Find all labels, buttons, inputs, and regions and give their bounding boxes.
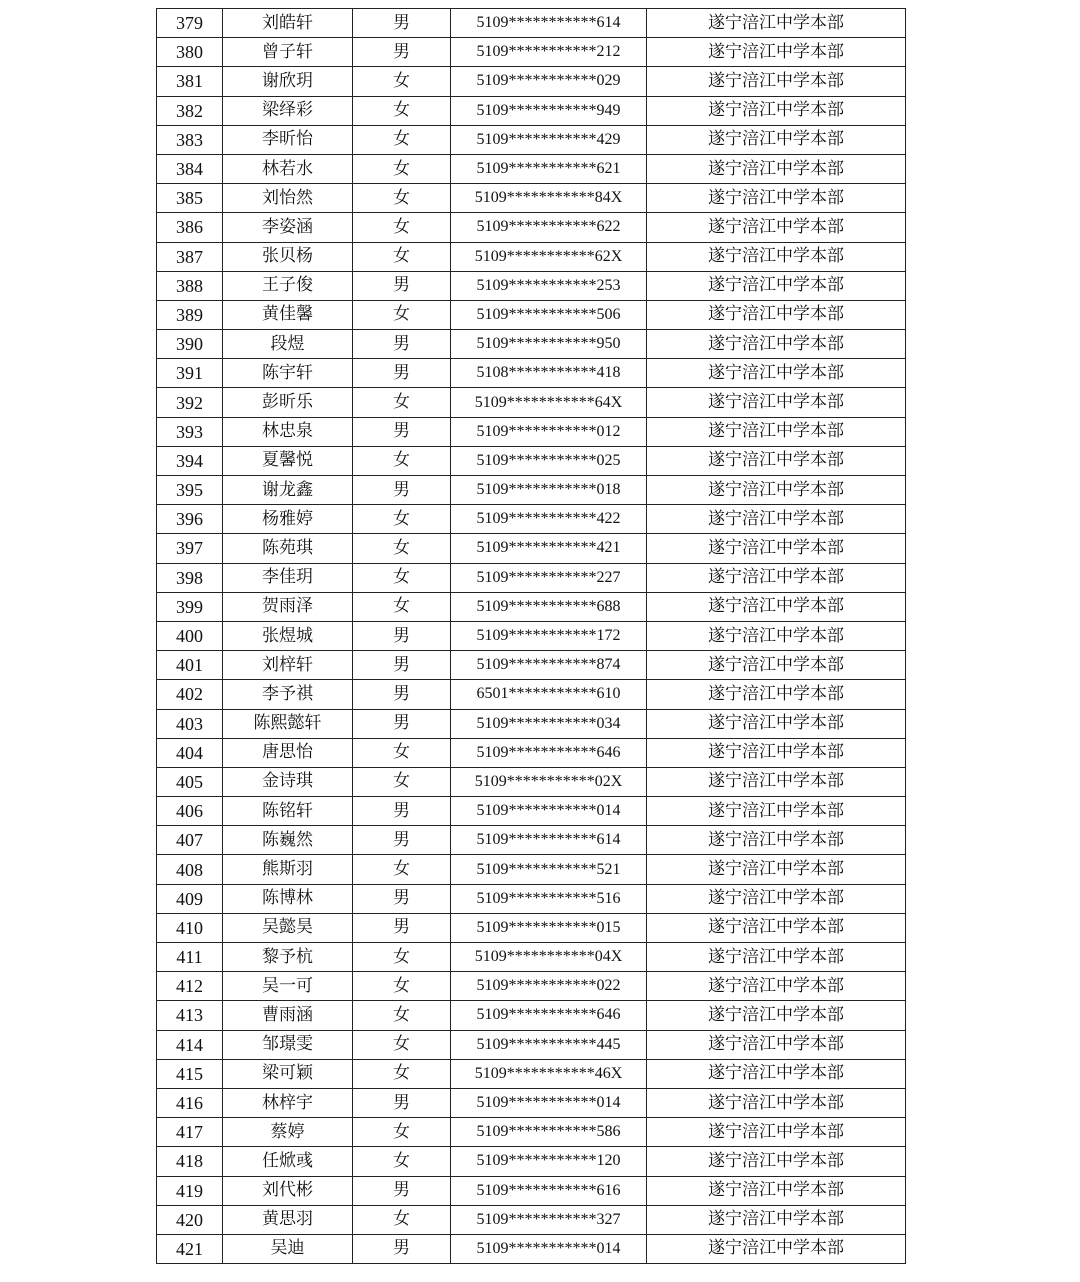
cell-school: 遂宁涪江中学本部 [647,154,906,183]
cell-name: 李昕怡 [223,125,353,154]
cell-name: 陈苑琪 [223,534,353,563]
cell-school: 遂宁涪江中学本部 [647,592,906,621]
cell-name: 陈铭轩 [223,797,353,826]
table-row [157,1234,906,1263]
cell-number: 411 [157,943,223,972]
cell-id-number: 5109***********516 [451,884,647,913]
cell-id-number: 5109***********012 [451,417,647,446]
cell-id-number: 5109***********949 [451,96,647,125]
cell-number: 404 [157,738,223,767]
cell-name: 梁可颖 [223,1059,353,1088]
cell-number: 402 [157,680,223,709]
cell-school: 遂宁涪江中学本部 [647,184,906,213]
cell-gender: 男 [353,884,451,913]
cell-school: 遂宁涪江中学本部 [647,96,906,125]
cell-id-number: 5109***********014 [451,1088,647,1117]
cell-name: 刘代彬 [223,1176,353,1205]
table-row [157,213,906,242]
cell-number: 412 [157,972,223,1001]
cell-number: 388 [157,271,223,300]
cell-school: 遂宁涪江中学本部 [647,476,906,505]
cell-name: 林若水 [223,154,353,183]
cell-school: 遂宁涪江中学本部 [647,797,906,826]
table-row [157,651,906,680]
cell-school: 遂宁涪江中学本部 [647,884,906,913]
cell-id-number: 5109***********646 [451,1001,647,1030]
cell-school: 遂宁涪江中学本部 [647,359,906,388]
cell-name: 陈宇轩 [223,359,353,388]
table-row [157,855,906,884]
cell-name: 林梓宇 [223,1088,353,1117]
cell-number: 394 [157,446,223,475]
cell-gender: 女 [353,1147,451,1176]
cell-school: 遂宁涪江中学本部 [647,563,906,592]
cell-gender: 男 [353,359,451,388]
cell-gender: 女 [353,300,451,329]
cell-number: 405 [157,767,223,796]
cell-id-number: 5109***********621 [451,154,647,183]
cell-id-number: 5109***********646 [451,738,647,767]
table-row [157,1147,906,1176]
table-row [157,1118,906,1147]
cell-gender: 女 [353,154,451,183]
cell-school: 遂宁涪江中学本部 [647,505,906,534]
cell-gender: 女 [353,738,451,767]
cell-id-number: 5109***********422 [451,505,647,534]
table-row [157,446,906,475]
cell-id-number: 5109***********029 [451,67,647,96]
cell-name: 黎予杭 [223,943,353,972]
table-row [157,943,906,972]
cell-name: 刘梓轩 [223,651,353,680]
table-row [157,67,906,96]
cell-school: 遂宁涪江中学本部 [647,1205,906,1234]
cell-number: 397 [157,534,223,563]
cell-id-number: 5109***********014 [451,797,647,826]
cell-gender: 男 [353,797,451,826]
cell-school: 遂宁涪江中学本部 [647,125,906,154]
cell-gender: 女 [353,242,451,271]
cell-number: 395 [157,476,223,505]
cell-school: 遂宁涪江中学本部 [647,417,906,446]
table-row [157,9,906,38]
cell-school: 遂宁涪江中学本部 [647,67,906,96]
cell-id-number: 5109***********614 [451,826,647,855]
cell-number: 415 [157,1059,223,1088]
cell-gender: 女 [353,505,451,534]
cell-number: 382 [157,96,223,125]
cell-name: 彭昕乐 [223,388,353,417]
cell-school: 遂宁涪江中学本部 [647,9,906,38]
cell-number: 383 [157,125,223,154]
table-row [157,1205,906,1234]
cell-gender: 女 [353,213,451,242]
cell-gender: 男 [353,680,451,709]
cell-gender: 女 [353,125,451,154]
cell-gender: 男 [353,1234,451,1263]
cell-school: 遂宁涪江中学本部 [647,1030,906,1059]
cell-school: 遂宁涪江中学本部 [647,709,906,738]
cell-name: 夏馨悦 [223,446,353,475]
table-row [157,505,906,534]
cell-number: 399 [157,592,223,621]
table-row [157,1001,906,1030]
cell-name: 吴一可 [223,972,353,1001]
cell-name: 唐思怡 [223,738,353,767]
cell-name: 段煜 [223,330,353,359]
cell-name: 陈博林 [223,884,353,913]
table-row [157,184,906,213]
cell-gender: 男 [353,476,451,505]
cell-gender: 女 [353,1001,451,1030]
cell-gender: 女 [353,534,451,563]
cell-id-number: 5109***********421 [451,534,647,563]
cell-number: 406 [157,797,223,826]
cell-school: 遂宁涪江中学本部 [647,300,906,329]
cell-name: 吴懿昊 [223,913,353,942]
cell-id-number: 5109***********429 [451,125,647,154]
table-row [157,972,906,1001]
cell-name: 谢欣玥 [223,67,353,96]
cell-name: 谢龙鑫 [223,476,353,505]
cell-gender: 男 [353,913,451,942]
cell-gender: 女 [353,855,451,884]
cell-gender: 男 [353,417,451,446]
cell-school: 遂宁涪江中学本部 [647,1088,906,1117]
cell-school: 遂宁涪江中学本部 [647,388,906,417]
table-row [157,359,906,388]
cell-number: 419 [157,1176,223,1205]
cell-number: 393 [157,417,223,446]
cell-number: 391 [157,359,223,388]
cell-name: 王子俊 [223,271,353,300]
student-roster-table [156,8,906,1264]
cell-gender: 女 [353,592,451,621]
cell-id-number: 6501***********610 [451,680,647,709]
cell-number: 407 [157,826,223,855]
cell-id-number: 5109***********025 [451,446,647,475]
cell-name: 李佳玥 [223,563,353,592]
cell-school: 遂宁涪江中学本部 [647,855,906,884]
cell-id-number: 5109***********034 [451,709,647,738]
cell-id-number: 5109***********018 [451,476,647,505]
table-row [157,96,906,125]
cell-school: 遂宁涪江中学本部 [647,943,906,972]
cell-number: 417 [157,1118,223,1147]
cell-name: 张煜城 [223,621,353,650]
cell-id-number: 5109***********014 [451,1234,647,1263]
cell-number: 403 [157,709,223,738]
cell-number: 408 [157,855,223,884]
table-row [157,154,906,183]
cell-id-number: 5109***********62X [451,242,647,271]
cell-number: 380 [157,38,223,67]
cell-id-number: 5109***********227 [451,563,647,592]
cell-number: 401 [157,651,223,680]
cell-gender: 女 [353,96,451,125]
cell-name: 熊斯羽 [223,855,353,884]
cell-gender: 男 [353,651,451,680]
cell-school: 遂宁涪江中学本部 [647,271,906,300]
cell-number: 396 [157,505,223,534]
cell-id-number: 5109***********622 [451,213,647,242]
cell-school: 遂宁涪江中学本部 [647,826,906,855]
cell-gender: 女 [353,388,451,417]
cell-school: 遂宁涪江中学本部 [647,38,906,67]
table-row [157,621,906,650]
cell-gender: 女 [353,446,451,475]
cell-school: 遂宁涪江中学本部 [647,446,906,475]
cell-id-number: 5109***********64X [451,388,647,417]
cell-school: 遂宁涪江中学本部 [647,1176,906,1205]
cell-gender: 女 [353,1059,451,1088]
cell-gender: 男 [353,826,451,855]
cell-gender: 男 [353,1176,451,1205]
cell-id-number: 5109***********521 [451,855,647,884]
roster-body [157,9,906,1264]
cell-gender: 男 [353,330,451,359]
cell-name: 陈巍然 [223,826,353,855]
table-row [157,1059,906,1088]
cell-id-number: 5109***********688 [451,592,647,621]
cell-id-number: 5109***********614 [451,9,647,38]
cell-name: 李姿涵 [223,213,353,242]
table-row [157,709,906,738]
table-row [157,884,906,913]
table-row [157,38,906,67]
cell-id-number: 5109***********120 [451,1147,647,1176]
cell-id-number: 5109***********874 [451,651,647,680]
cell-name: 梁绎彩 [223,96,353,125]
cell-name: 黄思羽 [223,1205,353,1234]
cell-name: 杨雅婷 [223,505,353,534]
table-row [157,1088,906,1117]
cell-name: 吴迪 [223,1234,353,1263]
cell-number: 398 [157,563,223,592]
cell-gender: 女 [353,563,451,592]
cell-gender: 男 [353,38,451,67]
table-row [157,125,906,154]
cell-number: 418 [157,1147,223,1176]
cell-school: 遂宁涪江中学本部 [647,1059,906,1088]
cell-id-number: 5109***********84X [451,184,647,213]
cell-id-number: 5109***********172 [451,621,647,650]
cell-school: 遂宁涪江中学本部 [647,1147,906,1176]
cell-school: 遂宁涪江中学本部 [647,330,906,359]
cell-name: 邹璟雯 [223,1030,353,1059]
table-row [157,476,906,505]
cell-name: 黄佳馨 [223,300,353,329]
cell-id-number: 5109***********950 [451,330,647,359]
cell-id-number: 5109***********022 [451,972,647,1001]
table-row [157,563,906,592]
cell-id-number: 5109***********04X [451,943,647,972]
cell-school: 遂宁涪江中学本部 [647,972,906,1001]
table-row [157,417,906,446]
cell-number: 390 [157,330,223,359]
table-row [157,767,906,796]
table-row [157,300,906,329]
table-row [157,680,906,709]
cell-school: 遂宁涪江中学本部 [647,767,906,796]
table-row [157,534,906,563]
cell-name: 张贝杨 [223,242,353,271]
cell-school: 遂宁涪江中学本部 [647,213,906,242]
cell-gender: 男 [353,271,451,300]
cell-id-number: 5109***********586 [451,1118,647,1147]
cell-number: 416 [157,1088,223,1117]
cell-id-number: 5109***********616 [451,1176,647,1205]
table-row [157,1030,906,1059]
table-row [157,826,906,855]
table-row [157,913,906,942]
cell-number: 410 [157,913,223,942]
cell-name: 曹雨涵 [223,1001,353,1030]
cell-school: 遂宁涪江中学本部 [647,738,906,767]
table-row [157,592,906,621]
cell-name: 陈熙懿轩 [223,709,353,738]
cell-gender: 女 [353,972,451,1001]
cell-school: 遂宁涪江中学本部 [647,680,906,709]
cell-name: 刘怡然 [223,184,353,213]
cell-name: 刘皓轩 [223,9,353,38]
cell-gender: 男 [353,1088,451,1117]
cell-number: 392 [157,388,223,417]
table-row [157,388,906,417]
table-row [157,242,906,271]
table-row [157,330,906,359]
cell-school: 遂宁涪江中学本部 [647,913,906,942]
cell-gender: 女 [353,1118,451,1147]
cell-school: 遂宁涪江中学本部 [647,242,906,271]
cell-school: 遂宁涪江中学本部 [647,534,906,563]
cell-number: 400 [157,621,223,650]
cell-id-number: 5108***********418 [451,359,647,388]
cell-school: 遂宁涪江中学本部 [647,1118,906,1147]
cell-id-number: 5109***********253 [451,271,647,300]
cell-name: 蔡婷 [223,1118,353,1147]
cell-gender: 女 [353,184,451,213]
cell-number: 414 [157,1030,223,1059]
table-row [157,797,906,826]
cell-number: 421 [157,1234,223,1263]
cell-number: 386 [157,213,223,242]
cell-id-number: 5109***********46X [451,1059,647,1088]
cell-id-number: 5109***********015 [451,913,647,942]
table-row [157,1176,906,1205]
cell-id-number: 5109***********445 [451,1030,647,1059]
cell-gender: 男 [353,621,451,650]
cell-number: 420 [157,1205,223,1234]
cell-gender: 女 [353,67,451,96]
cell-gender: 男 [353,9,451,38]
cell-gender: 女 [353,943,451,972]
cell-name: 金诗琪 [223,767,353,796]
cell-id-number: 5109***********212 [451,38,647,67]
cell-name: 贺雨泽 [223,592,353,621]
cell-number: 413 [157,1001,223,1030]
cell-name: 曾子轩 [223,38,353,67]
cell-school: 遂宁涪江中学本部 [647,621,906,650]
cell-number: 381 [157,67,223,96]
cell-gender: 女 [353,1205,451,1234]
cell-school: 遂宁涪江中学本部 [647,1234,906,1263]
table-row [157,271,906,300]
cell-number: 385 [157,184,223,213]
cell-number: 389 [157,300,223,329]
cell-name: 林忠泉 [223,417,353,446]
cell-school: 遂宁涪江中学本部 [647,651,906,680]
cell-name: 任焮彧 [223,1147,353,1176]
cell-school: 遂宁涪江中学本部 [647,1001,906,1030]
cell-number: 379 [157,9,223,38]
cell-gender: 女 [353,1030,451,1059]
cell-number: 409 [157,884,223,913]
cell-gender: 女 [353,767,451,796]
cell-id-number: 5109***********327 [451,1205,647,1234]
cell-number: 387 [157,242,223,271]
cell-id-number: 5109***********506 [451,300,647,329]
cell-gender: 男 [353,709,451,738]
cell-name: 李予祺 [223,680,353,709]
cell-id-number: 5109***********02X [451,767,647,796]
cell-number: 384 [157,154,223,183]
table-row [157,738,906,767]
